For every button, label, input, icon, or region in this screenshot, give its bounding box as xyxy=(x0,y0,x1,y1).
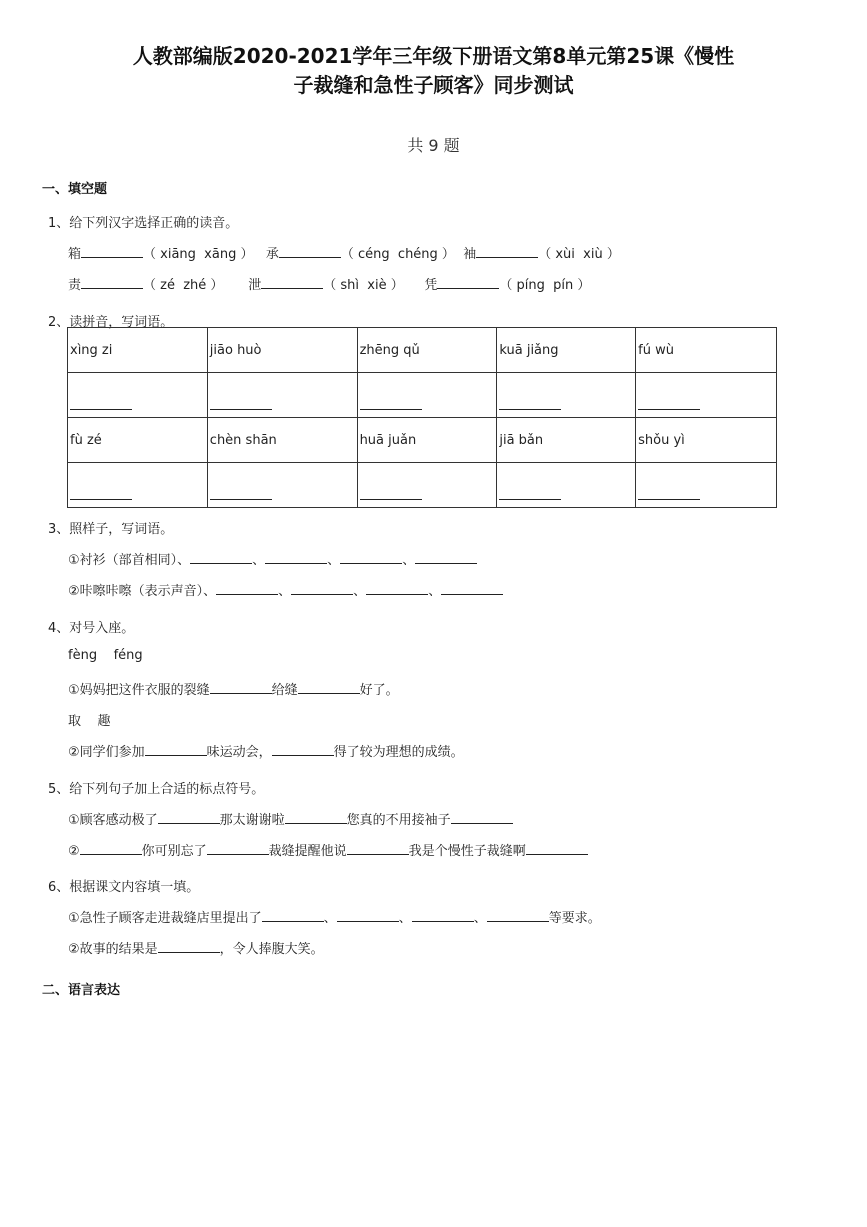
pinyin-cell: jiā bǎn xyxy=(497,418,636,463)
q3-line1: ①衬衫（部首相同）、 、 、 、 xyxy=(68,549,477,568)
q6-line2: ②故事的结果是 ，令人捧腹大笑。 xyxy=(68,942,324,957)
q4-word-choices-2: 取 趣 xyxy=(68,714,111,729)
answer-blank[interactable] xyxy=(337,909,399,922)
q2-stem: 2、读拼音，写词语。 xyxy=(48,315,174,330)
pinyin-cell: jiāo huò xyxy=(207,328,357,373)
answer-blank[interactable] xyxy=(366,582,428,595)
q6-stem: 6、根据课文内容填一填。 xyxy=(48,880,200,895)
pinyin-cell: fú wù xyxy=(636,328,777,373)
answer-blank[interactable] xyxy=(437,276,499,289)
q3-line2: ②咔嚓咔嚓（表示声音）、 、 、 、 xyxy=(68,580,503,599)
answer-cell[interactable] xyxy=(68,373,208,418)
q1-stem: 1、给下列汉字选择正确的读音。 xyxy=(48,216,239,231)
q6-line1: ①急性子顾客走进裁缝店里提出了 、 、 、 等要求。 xyxy=(68,911,601,926)
answer-blank[interactable] xyxy=(261,276,323,289)
pinyin-cell: chèn shān xyxy=(207,418,357,463)
answer-blank[interactable] xyxy=(451,811,513,824)
answer-blank[interactable] xyxy=(216,582,278,595)
answer-blank[interactable] xyxy=(415,551,477,564)
answer-cell[interactable] xyxy=(497,463,636,508)
pinyin-table xyxy=(67,327,777,508)
pinyin-cell: xìng zi xyxy=(68,328,208,373)
q4-word-choices-1: fèng féng xyxy=(68,648,143,663)
answer-blank[interactable] xyxy=(487,909,549,922)
q3-stem: 3、照样子，写词语。 xyxy=(48,522,174,537)
answer-blank[interactable] xyxy=(340,551,402,564)
answer-blank[interactable] xyxy=(412,909,474,922)
answer-cell[interactable] xyxy=(357,373,497,418)
pinyin-cell: shǒu yì xyxy=(636,418,777,463)
answer-blank[interactable] xyxy=(291,582,353,595)
doc-title-line1: 人教部编版2020-2021学年三年级下册语文第8单元第25课《慢性 xyxy=(132,44,735,68)
answer-blank[interactable] xyxy=(80,842,142,855)
answer-blank[interactable] xyxy=(207,842,269,855)
pinyin-cell: huā juǎn xyxy=(357,418,497,463)
pinyin-cell: kuā jiǎng xyxy=(497,328,636,373)
answer-blank[interactable] xyxy=(145,743,207,756)
answer-blank[interactable] xyxy=(265,551,327,564)
answer-blank[interactable] xyxy=(262,909,324,922)
answer-blank[interactable] xyxy=(441,582,503,595)
answer-blank[interactable] xyxy=(190,551,252,564)
question-count: 共 9 题 xyxy=(407,136,460,155)
answer-blank[interactable] xyxy=(298,681,360,694)
answer-cell[interactable] xyxy=(357,463,497,508)
answer-blank[interactable] xyxy=(81,276,143,289)
answer-blank[interactable] xyxy=(210,681,272,694)
section-heading-fill-in: 一、填空题 xyxy=(42,182,108,197)
q4-line2: ②同学们参加 味运动会， 得了较为理想的成绩。 xyxy=(68,745,464,760)
answer-cell[interactable] xyxy=(497,373,636,418)
answer-blank[interactable] xyxy=(279,245,341,258)
q1-row2: 责 （ zé zhé ） 泄 （ shì xiè ） 凭 （ píng pín ） xyxy=(68,278,591,293)
section-heading-expression: 二、语言表达 xyxy=(42,983,121,998)
answer-blank[interactable] xyxy=(285,811,347,824)
q1-row1: 箱 （ xiāng xāng ） 承 （ céng chéng ） 袖 （ xùi xiù ） xyxy=(68,247,620,262)
answer-blank[interactable] xyxy=(272,743,334,756)
q5-line2: ② 你可别忘了 裁缝提醒他说 我是个慢性子裁缝啊 xyxy=(68,840,588,859)
answer-blank[interactable] xyxy=(81,245,143,258)
answer-blank[interactable] xyxy=(158,940,220,953)
pinyin-cell: fù zé xyxy=(68,418,208,463)
answer-blank[interactable] xyxy=(476,245,538,258)
q4-stem: 4、对号入座。 xyxy=(48,621,135,636)
answer-cell[interactable] xyxy=(636,373,777,418)
pinyin-cell: zhēng qǔ xyxy=(357,328,497,373)
q5-stem: 5、给下列句子加上合适的标点符号。 xyxy=(48,782,265,797)
answer-cell[interactable] xyxy=(636,463,777,508)
answer-blank[interactable] xyxy=(526,842,588,855)
doc-title-line2: 子裁缝和急性子顾客》同步测试 xyxy=(293,73,574,97)
answer-blank[interactable] xyxy=(347,842,409,855)
answer-cell[interactable] xyxy=(68,463,208,508)
answer-cell[interactable] xyxy=(207,463,357,508)
answer-cell[interactable] xyxy=(207,373,357,418)
answer-blank[interactable] xyxy=(158,811,220,824)
q4-line1: ①妈妈把这件衣服的裂缝 给缝 好了。 xyxy=(68,683,399,698)
q5-line1: ①顾客感动极了 那太谢谢啦 您真的不用接袖子 xyxy=(68,809,513,828)
